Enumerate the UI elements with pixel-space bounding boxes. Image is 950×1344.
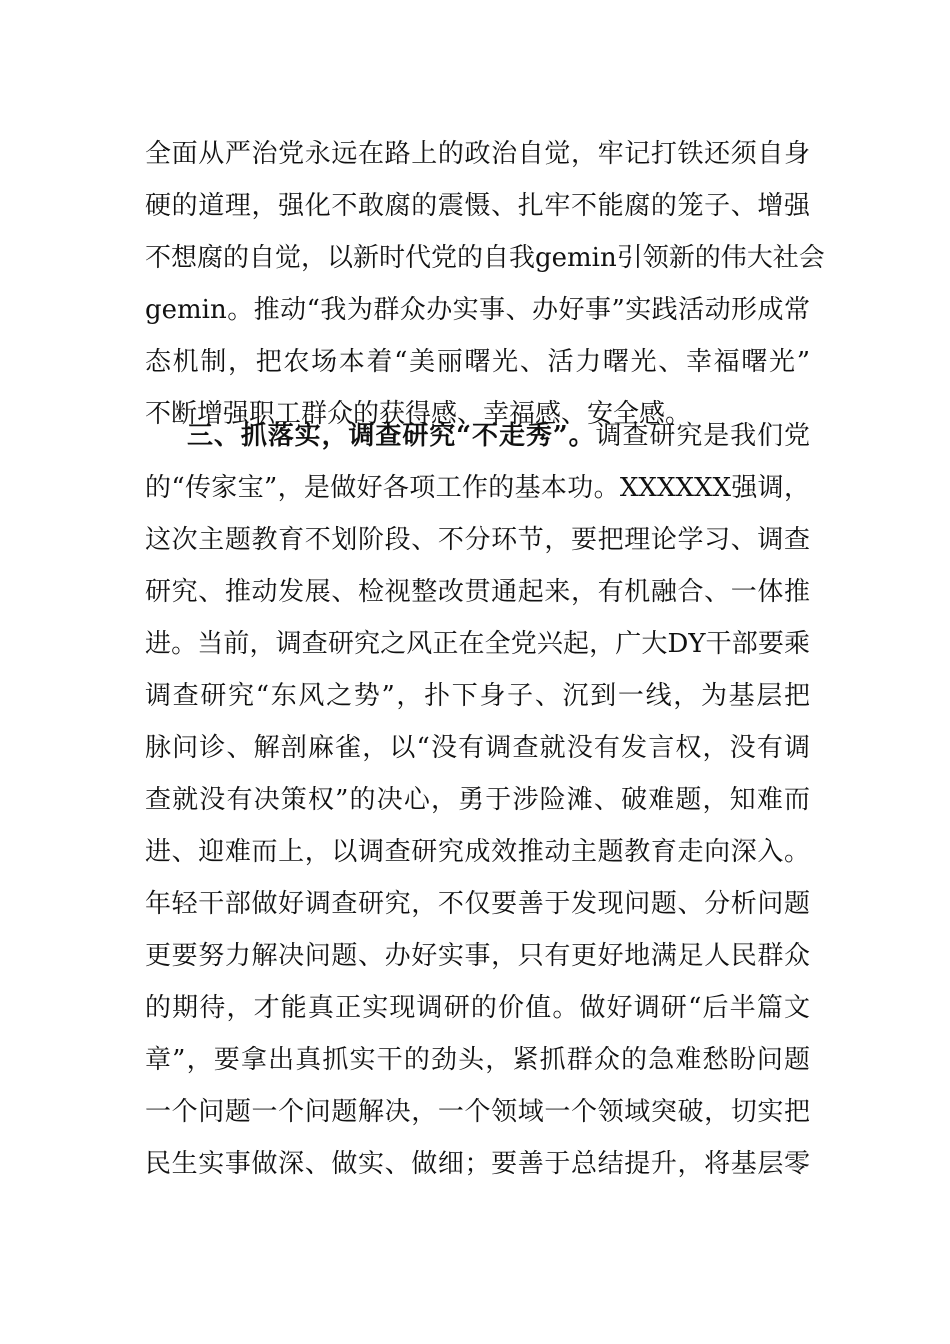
paragraph-2 — [145, 410, 810, 1190]
paragraph-line: 查就没有决策权”的决心，勇于涉险滩、破难题，知难而 — [145, 785, 810, 815]
paragraph-line: 态机制，把农场本着“美丽曙光、活力曙光、幸福曙光” — [145, 347, 810, 377]
paragraph-line: 进。当前，调查研究之风正在全党兴起，广大DY干部要乘 — [145, 629, 810, 659]
paragraph-line-rest: 调查研究是我们党 — [595, 421, 810, 451]
paragraph-line: 的期待，才能真正实现调研的价值。做好调研“后半篇文 — [145, 993, 810, 1023]
paragraph-line: 硬的道理，强化不敢腐的震慑、扎牢不能腐的笼子、增强 — [145, 191, 810, 221]
paragraph-1 — [145, 128, 825, 440]
paragraph-line: 进、迎难而上，以调查研究成效推动主题教育走向深入。 — [145, 837, 810, 867]
paragraph-line: 一个问题一个问题解决，一个领域一个领域突破，切实把 — [145, 1097, 810, 1127]
section-heading: 三、抓落实，调查研究“不走秀”。 — [187, 421, 596, 451]
paragraph-line: 章”，要拿出真抓实干的劲头，紧抓群众的急难愁盼问题 — [145, 1045, 810, 1075]
paragraph-line: 更要努力解决问题、办好实事，只有更好地满足人民群众 — [145, 941, 810, 971]
paragraph-line: 年轻干部做好调查研究，不仅要善于发现问题、分析问题 — [145, 889, 810, 919]
paragraph-line: 民生实事做深、做实、做细；要善于总结提升，将基层零 — [145, 1149, 810, 1179]
paragraph-line: gemin。推动“我为群众办实事、办好事”实践活动形成常 — [145, 295, 810, 325]
paragraph-line: 全面从严治党永远在路上的政治自觉，牢记打铁还须自身 — [145, 139, 810, 169]
paragraph-line: 这次主题教育不划阶段、不分环节，要把理论学习、调查 — [145, 525, 810, 555]
paragraph-line: 的“传家宝”，是做好各项工作的基本功。XXXXXX强调， — [145, 473, 810, 503]
paragraph-first-line — [145, 410, 810, 462]
paragraph-line: 不想腐的自觉，以新时代党的自我gemin引领新的伟大社会 — [145, 243, 825, 273]
paragraph-line: 不断增强职工群众的获得感、幸福感、安全感。 — [145, 399, 692, 429]
paragraph-line: 研究、推动发展、检视整改贯通起来，有机融合、一体推 — [145, 577, 810, 607]
paragraph-line: 脉问诊、解剖麻雀，以“没有调查就没有发言权，没有调 — [145, 733, 810, 763]
paragraph-line: 调查研究“东风之势”，扑下身子、沉到一线，为基层把 — [145, 681, 810, 711]
